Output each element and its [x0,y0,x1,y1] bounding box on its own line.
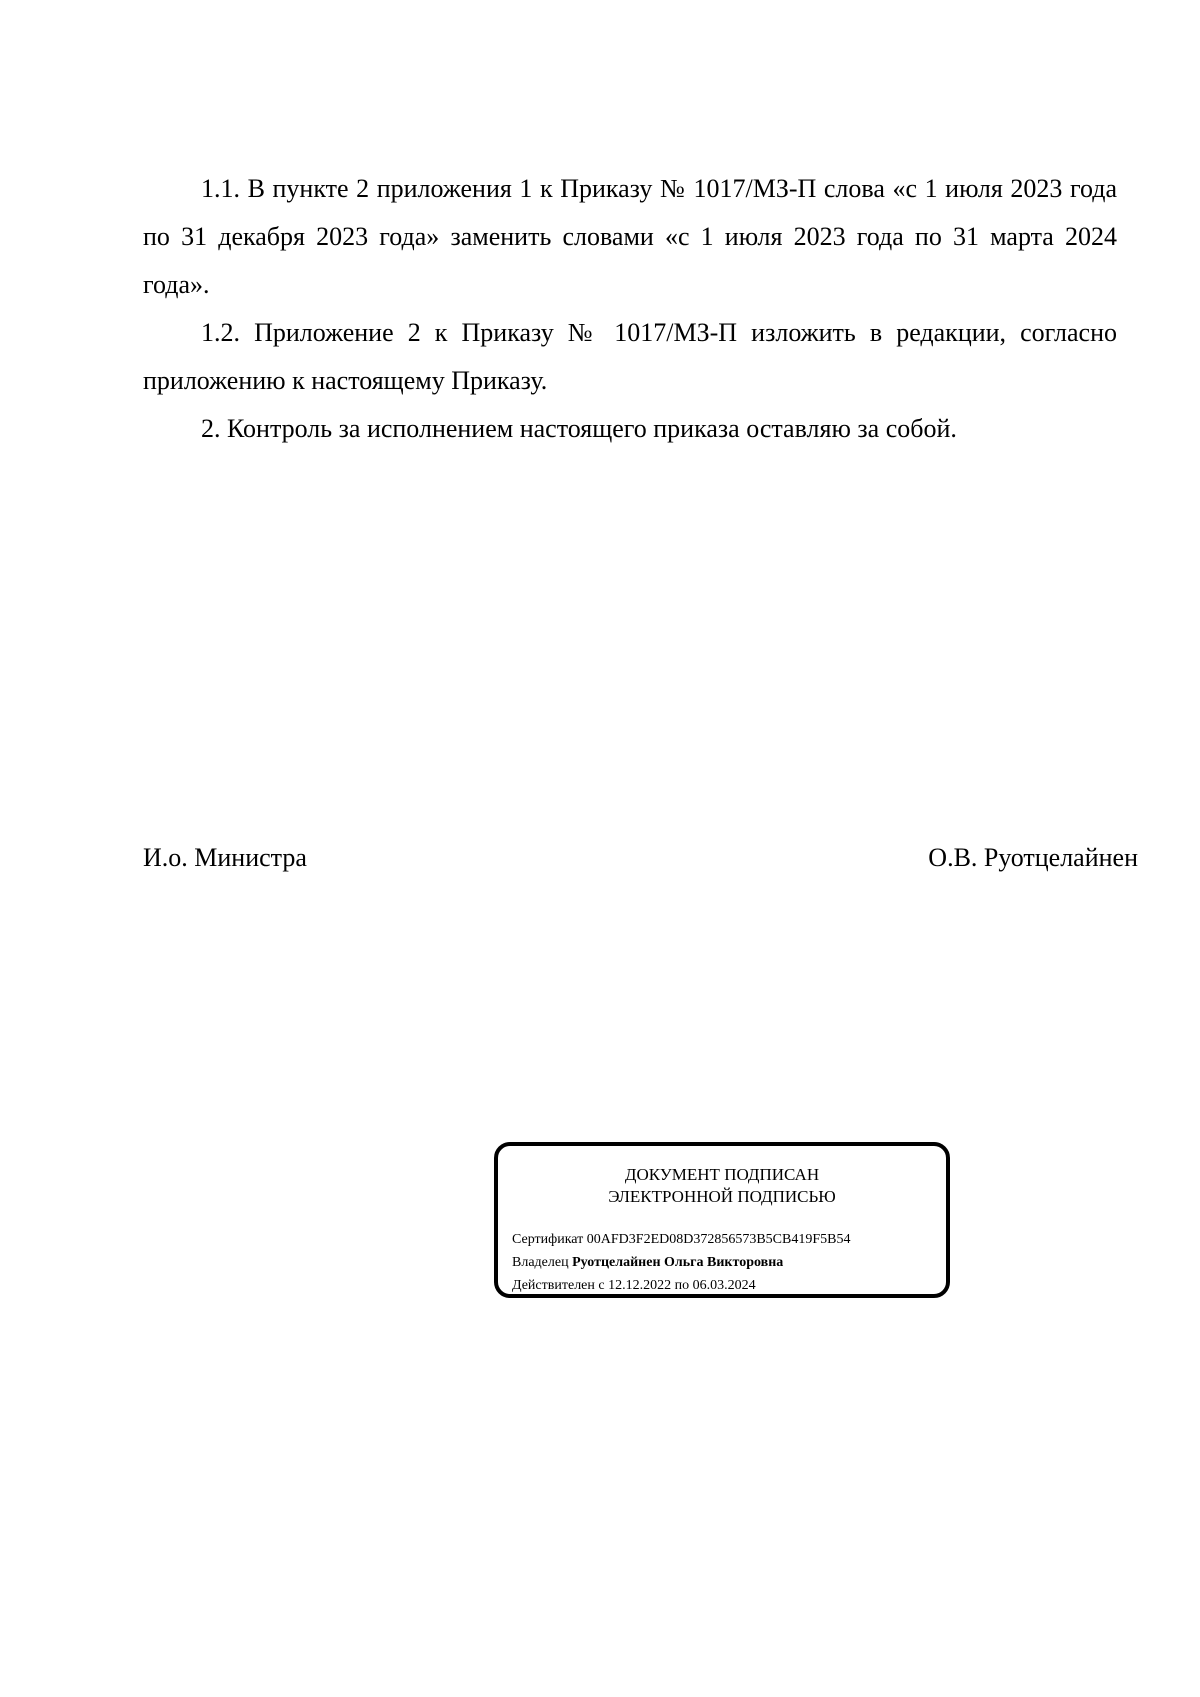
valid-to-label: по [674,1278,690,1293]
valid-to: 06.03.2024 [692,1278,756,1293]
validity-line [512,1274,850,1297]
electronic-signature-stamp [494,1142,950,1298]
owner-line [512,1251,850,1274]
stamp-title-line-2: ЭЛЕКТРОННОЙ ПОДПИСЬЮ [608,1187,836,1206]
signature-block [143,838,1138,878]
owner-label: Владелец [512,1255,569,1270]
stamp-details [512,1228,850,1297]
stamp-title [498,1164,946,1208]
signer-name: О.В. Руотцелайнен [928,843,1138,872]
certificate-value: 00AFD3F2ED08D372856573B5CB419F5B54 [586,1232,851,1247]
stamp-title-line-1: ДОКУМЕНТ ПОДПИСАН [624,1165,820,1184]
signer-position: И.о. Министра [143,843,307,872]
paragraph-1-1: 1.1. В пункте 2 приложения 1 к Приказу № 1017/МЗ-П слова «с 1 июля 2023 года по 31 декабря 2023 года» заменить словами «с 1 июля 2023 года по 31 марта 2024 года». [143,174,1117,299]
certificate-label: Сертификат [512,1232,584,1247]
owner-value: Руотцелайнен Ольга Викторовна [572,1255,784,1270]
paragraph-1-2: 1.2. Приложение 2 к Приказу № 1017/МЗ-П изложить в редакции, согласно приложению к настоящему Приказу. [143,318,1117,395]
document-body [143,165,1117,453]
valid-from: 12.12.2022 [608,1278,672,1293]
valid-label: Действителен с [512,1278,605,1293]
paragraph-2: 2. Контроль за исполнением настоящего приказа оставляю за собой. [201,414,957,443]
certificate-line [512,1228,850,1251]
